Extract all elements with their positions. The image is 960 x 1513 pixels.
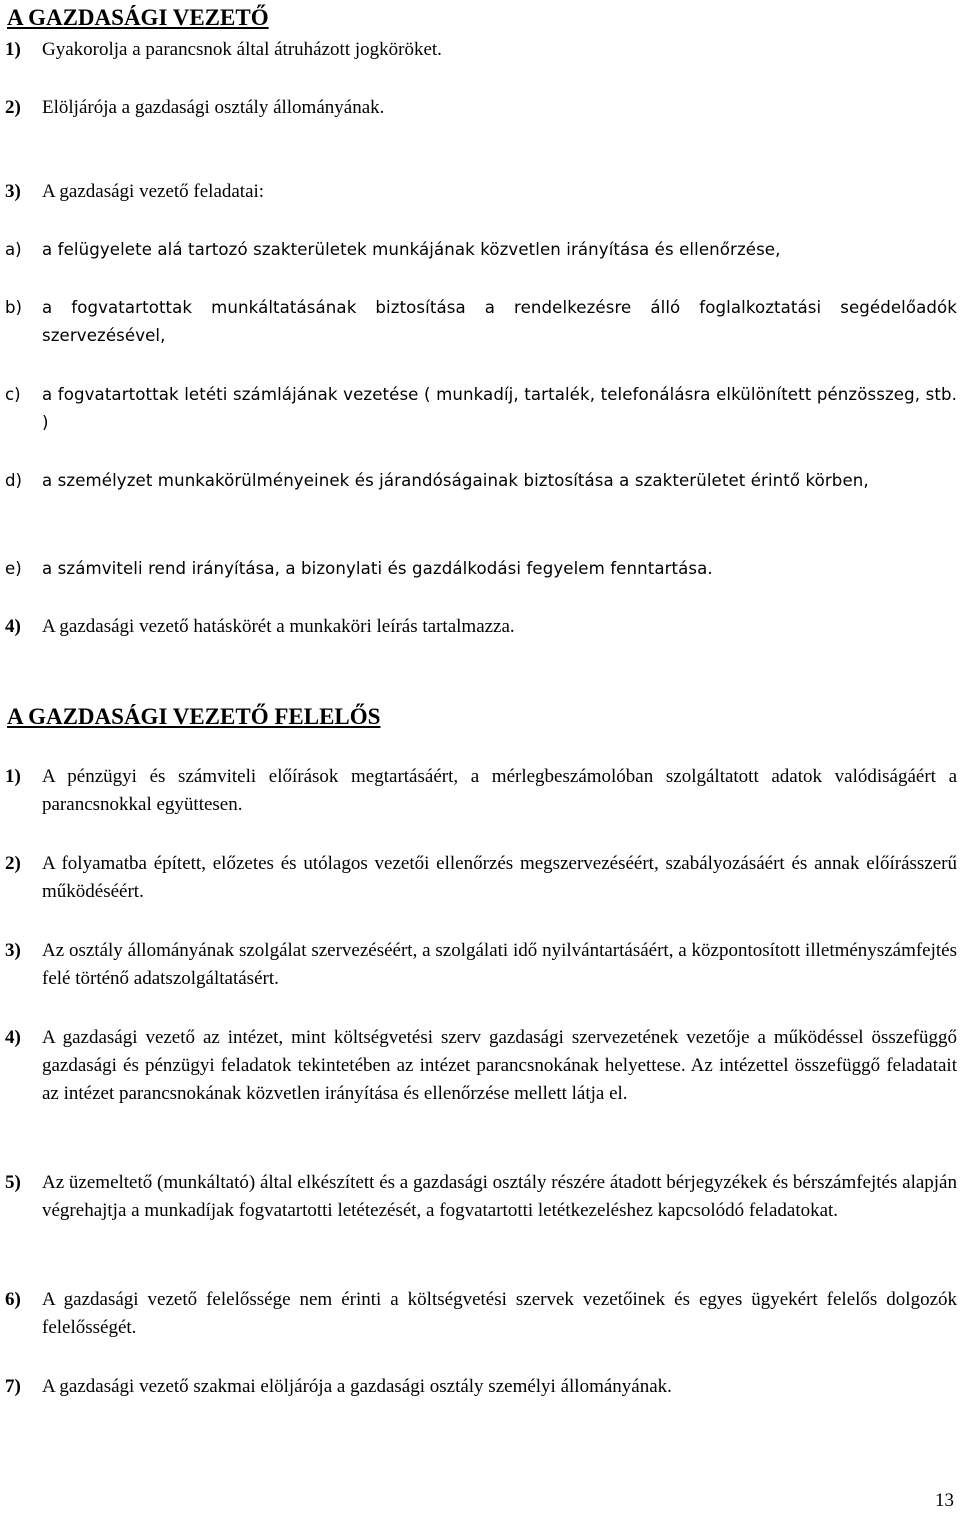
sub-item [5, 294, 957, 350]
list-item [5, 1373, 957, 1401]
sub-item-letter: a) [5, 240, 22, 259]
item-number: 3) [5, 181, 21, 202]
list-item [5, 1169, 957, 1225]
sub-item-text: a felügyelete alá tartozó szakterületek munkájának közvetlen irányítása és ellenőrzése, [42, 240, 781, 259]
sub-item [5, 555, 957, 583]
item-number: 2) [5, 853, 21, 874]
sub-item-letter: b) [5, 298, 23, 317]
sub-item [5, 236, 957, 264]
list-item [5, 178, 957, 206]
item-number: 1) [5, 39, 21, 60]
item-number: 4) [5, 616, 21, 637]
item-number: 1) [5, 766, 21, 787]
sub-item-text: a fogvatartottak letéti számlájának vezetése ( munkadíj, tartalék, telefonálásra elkülönített pénzösszeg, stb. ) [42, 385, 957, 432]
section-title: A GAZDASÁGI VEZETŐ [7, 5, 269, 30]
item-text: A pénzügyi és számviteli előírások megtartásáért, a mérlegbeszámolóban szolgáltatott adatok valódiságáért a parancsnokkal együttesen. [42, 766, 957, 815]
item-text: A gazdasági vezető feladatai: [42, 181, 265, 202]
item-number: 3) [5, 940, 21, 961]
sub-item-letter: e) [5, 559, 22, 578]
sub-item [5, 381, 957, 437]
list-item [5, 94, 957, 122]
list-item [5, 1286, 957, 1342]
section-title-responsible: A GAZDASÁGI VEZETŐ FELELŐS [7, 704, 381, 729]
sub-item-text: a személyzet munkakörülményeinek és járandóságainak biztosítása a szakterületet érintő körben, [42, 471, 869, 490]
item-text: Az osztály állományának szolgálat szervezéséért, a szolgálati idő nyilvántartásáért, a központosított illetményszámfejtés felé történő adatszolgáltatásért. [42, 940, 957, 989]
list-item [5, 850, 957, 906]
item-number: 2) [5, 97, 21, 118]
item-number: 6) [5, 1289, 21, 1310]
item-text: A folyamatba épített, előzetes és utólagos vezetői ellenőrzés megszervezéséért, szabályozásáért és annak előírásszerű működéséért. [42, 853, 957, 902]
sub-item-text: a fogvatartottak munkáltatásának biztosítása a rendelkezésre álló foglalkoztatási segédelőadók szervezésével, [42, 298, 957, 345]
page-number: 13 [935, 1490, 954, 1511]
item-text: A gazdasági vezető szakmai elöljárója a gazdasági osztály személyi állományának. [42, 1376, 672, 1397]
item-text: A gazdasági vezető az intézet, mint költségvetési szerv gazdasági szervezetének vezetője a működéssel összefüggő gazdasági és pénzügyi feladatok tekintetében az intézet parancsnokának helyettese. Az intézettel összefüggő feladatait az intézet parancsnokának közvetlen irányítása és ellenőrzése mellett látja el. [42, 1027, 957, 1104]
item-text: Elöljárója a gazdasági osztály állományának. [42, 97, 385, 118]
item-number: 4) [5, 1027, 21, 1048]
sub-item-letter: c) [5, 385, 21, 404]
item-number: 5) [5, 1172, 21, 1193]
list-item [5, 1024, 957, 1108]
list-item [5, 613, 957, 641]
list-item [5, 763, 957, 819]
list-item [5, 937, 957, 993]
item-text: Gyakorolja a parancsnok által átruházott jogköröket. [42, 39, 442, 60]
item-text: A gazdasági vezető hatáskörét a munkaköri leírás tartalmazza. [42, 616, 515, 637]
item-text: Az üzemeltető (munkáltató) által elkészített és a gazdasági osztály részére átadott bérjegyzékek és bérszámfejtés alapján végrehajtja a munkadíjak fogvatartotti letétezését, a fogvatartotti letétkezeléshez kapcsolódó feladatokat. [42, 1172, 957, 1221]
item-text: A gazdasági vezető felelőssége nem érinti a költségvetési szervek vezetőinek és egyes ügyekért felelős dolgozók felelősségét. [42, 1289, 957, 1338]
sub-item-letter: d) [5, 471, 23, 490]
sub-item [5, 467, 957, 495]
list-item [5, 36, 957, 64]
sub-item-text: a számviteli rend irányítása, a bizonylati és gazdálkodási fegyelem fenntartása. [42, 559, 713, 578]
item-number: 7) [5, 1376, 21, 1397]
